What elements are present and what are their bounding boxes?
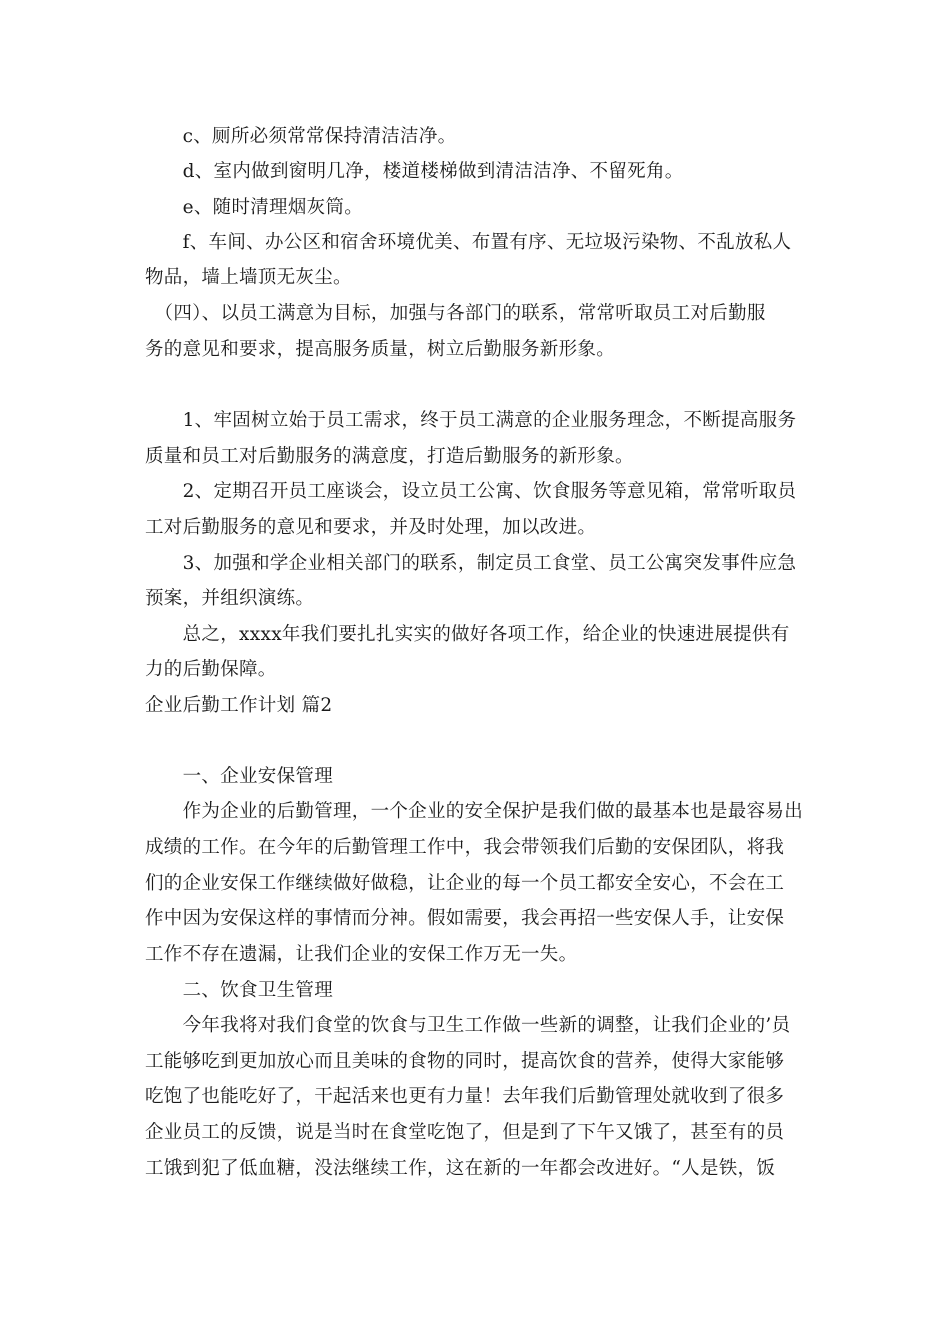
text-line: 企业员工的反馈，说是当时在食堂吃饱了，但是到了下午又饿了，甚至有的员 [145,1122,785,1143]
text-line: d、室内做到窗明几净，楼道楼梯做到清洁洁净、不留死角。 [145,161,684,182]
text-line: 3、加强和学企业相关部门的联系，制定员工食堂、员工公寓突发事件应急 [145,553,797,574]
text-line: 工作不存在遗漏，让我们企业的安保工作万无一失。 [145,944,578,965]
text-line: 成绩的工作。在今年的后勤管理工作中，我会带领我们后勤的安保团队，将我 [145,837,785,858]
text-line: 预案，并组织演练。 [145,588,315,609]
text-line: 今年我将对我们食堂的饮食与卫生工作做一些新的调整，让我们企业的’员 [145,1015,791,1036]
text-line: f、车间、办公区和宿舍环境优美、布置有序、无垃圾污染物、不乱放私人 [145,232,792,253]
text-line: 1、牢固树立始于员工需求，终于员工满意的企业服务理念，不断提高服务 [145,410,797,431]
text-line: 物品，墙上墙顶无灰尘。 [145,267,352,288]
text-line: 总之，xxxx年我们要扎扎实实的做好各项工作，给企业的快速进展提供有 [145,624,790,645]
text-line: 工饿到犯了低血糖，没法继续工作，这在新的一年都会改进好。“人是铁，饭 [145,1158,776,1179]
text-line: 作为企业的后勤管理，一个企业的安全保护是我们做的最基本也是最容易出 [145,801,804,822]
text-line: 们的企业安保工作继续做好做稳，让企业的每一个员工都安全安心，不会在工 [145,873,785,894]
text-line: 质量和员工对后勤服务的满意度，打造后勤服务的新形象。 [145,446,634,467]
text-line: 力的后勤保障。 [145,659,277,680]
text-line: 一、企业安保管理 [145,766,334,787]
text-line: e、随时清理烟灰筒。 [145,197,364,218]
text-line: 务的意见和要求，提高服务质量，树立后勤服务新形象。 [145,339,616,360]
text-line: 工能够吃到更加放心而且美味的食物的同时，提高饮食的营养，使得大家能够 [145,1051,785,1072]
text-line: 2、定期召开员工座谈会，设立员工公寓、饮食服务等意见箱，常常听取员 [145,481,797,502]
text-line: 吃饱了也能吃好了，干起活来也更有力量！去年我们后勤管理处就收到了很多 [145,1086,785,1107]
section-heading: 企业后勤工作计划 篇2 [145,695,333,716]
text-line: c、厕所必须常常保持清洁洁净。 [145,126,457,147]
text-line: 工对后勤服务的意见和要求，并及时处理，加以改进。 [145,517,597,538]
text-line: （四）、以员工满意为目标，加强与各部门的联系，常常听取员工对后勤服 [145,303,766,324]
text-line: 二、饮食卫生管理 [145,980,334,1001]
text-line: 作中因为安保这样的事情而分神。假如需要，我会再招一些安保人手，让安保 [145,908,785,929]
